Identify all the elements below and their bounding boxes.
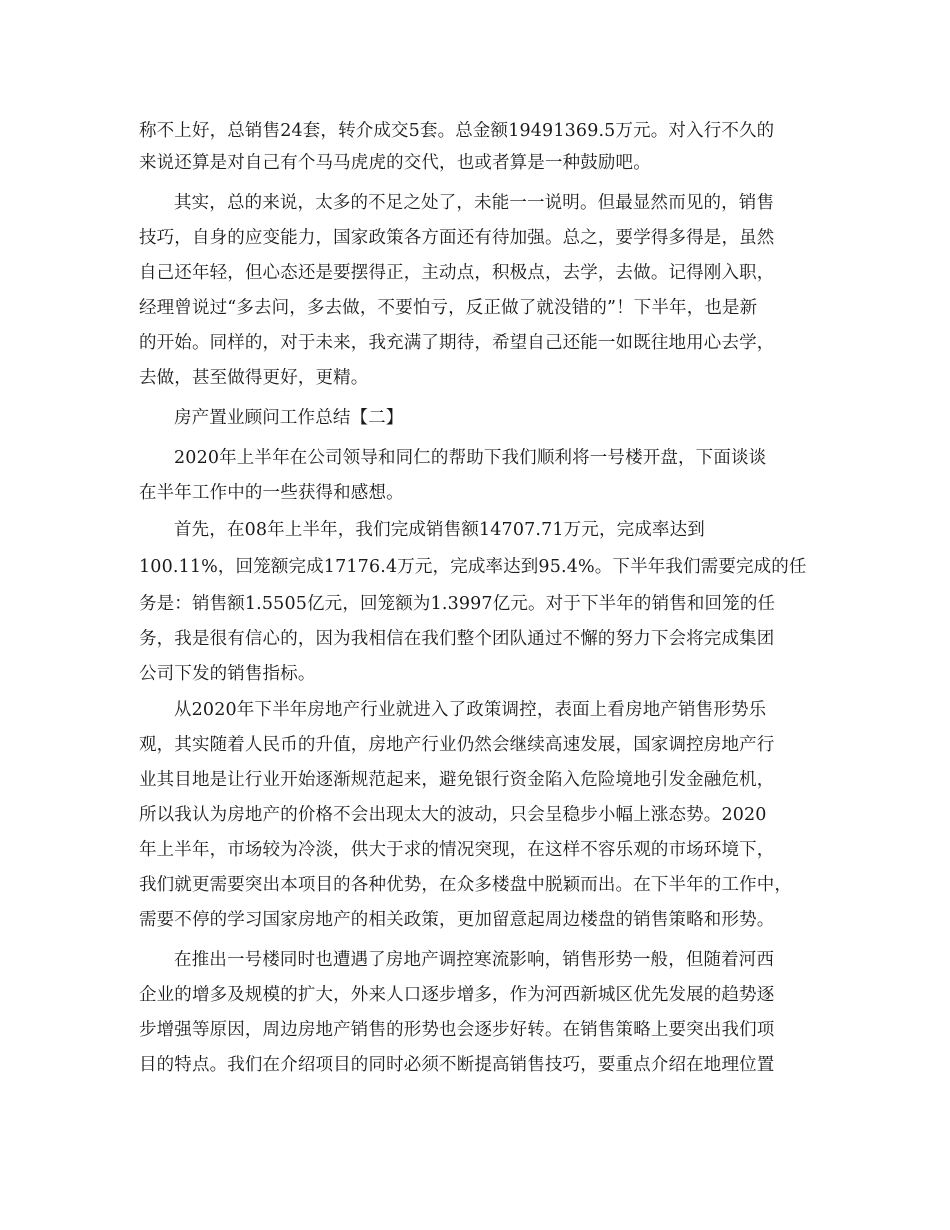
paragraph-start-line: 2020年上半年在公司领导和同仁的帮助下我们顺利将一号楼开盘，下面谈谈 <box>174 448 767 468</box>
text-line: 公司下发的销售指标。 <box>139 664 316 684</box>
text-line: 称不上好，总销售24套，转介成交5套。总金额19491369.5万元。对入行不久的 <box>139 121 775 141</box>
text-line: 技巧，自身的应变能力，国家政策各方面还有待加强。总之，要学得多得是，虽然 <box>139 228 775 248</box>
paragraph-start-line: 首先，在08年上半年，我们完成销售额14707.71万元，完成率达到 <box>174 520 705 540</box>
section-heading: 房产置业顾问工作总结【二】 <box>174 408 404 428</box>
text-line: 来说还算是对自己有个马马虎虎的交代，也或者算是一种鼓励吧。 <box>139 153 651 173</box>
text-line: 所以我认为房地产的价格不会出现太大的波动，只会呈稳步小幅上涨态势。2020 <box>139 805 767 825</box>
text-line: 在半年工作中的一些获得和感想。 <box>139 483 404 503</box>
text-line: 去做，甚至做得更好，更精。 <box>139 368 369 388</box>
text-line: 步增强等原因，周边房地产销售的形势也会逐步好转。在销售策略上要突出我们项 <box>139 1020 775 1040</box>
text-line: 年上半年，市场较为冷淡，供大于求的情况突现，在这样不容乐观的市场环境下， <box>139 840 775 860</box>
text-line: 目的特点。我们在介绍项目的同时必须不断提高销售技巧，要重点介绍在地理位置 <box>139 1055 775 1075</box>
paragraph-start-line: 其实，总的来说，太多的不足之处了，未能一一说明。但最显然而见的，销售 <box>174 193 775 213</box>
text-line: 我们就更需要突出本项目的各种优势，在众多楼盘中脱颖而出。在下半年的工作中， <box>139 875 793 895</box>
text-line: 务，我是很有信心的，因为我相信在我们整个团队通过不懈的努力下会将完成集团 <box>139 629 775 649</box>
text-line: 企业的增多及规模的扩大，外来人口逐步增多，作为河西新城区优先发展的趋势逐 <box>139 985 775 1005</box>
text-line: 的开始。同样的，对于未来，我充满了期待，希望自己还能一如既往地用心去学， <box>139 333 775 353</box>
paragraph-start-line: 在推出一号楼同时也遭遇了房地产调控寒流影响，销售形势一般，但随着河西 <box>174 950 775 970</box>
text-line: 100.11%，回笼额完成17176.4万元，完成率达到95.4%。下半年我们需要完成的任 <box>139 557 807 577</box>
paragraph-start-line: 从2020年下半年房地产行业就进入了政策调控，表面上看房地产销售形势乐 <box>174 700 767 720</box>
text-line: 观，其实随着人民币的升值，房地产行业仍然会继续高速发展，国家调控房地产行 <box>139 735 775 755</box>
text-line: 需要不停的学习国家房地产的相关政策，更加留意起周边楼盘的销售策略和形势。 <box>139 910 775 930</box>
text-line: 自己还年轻，但心态还是要摆得正，主动点，积极点，去学，去做。记得刚入职， <box>139 263 775 283</box>
text-line: 业其目地是让行业开始逐渐规范起来，避免银行资金陷入危险境地引发金融危机， <box>139 770 775 790</box>
text-line: 务是：销售额1.5505亿元，回笼额为1.3997亿元。对于下半年的销售和回笼的任 <box>139 594 776 614</box>
text-line: 经理曾说过“多去问，多去做，不要怕亏，反正做了就没错的”！下半年，也是新 <box>139 298 758 318</box>
